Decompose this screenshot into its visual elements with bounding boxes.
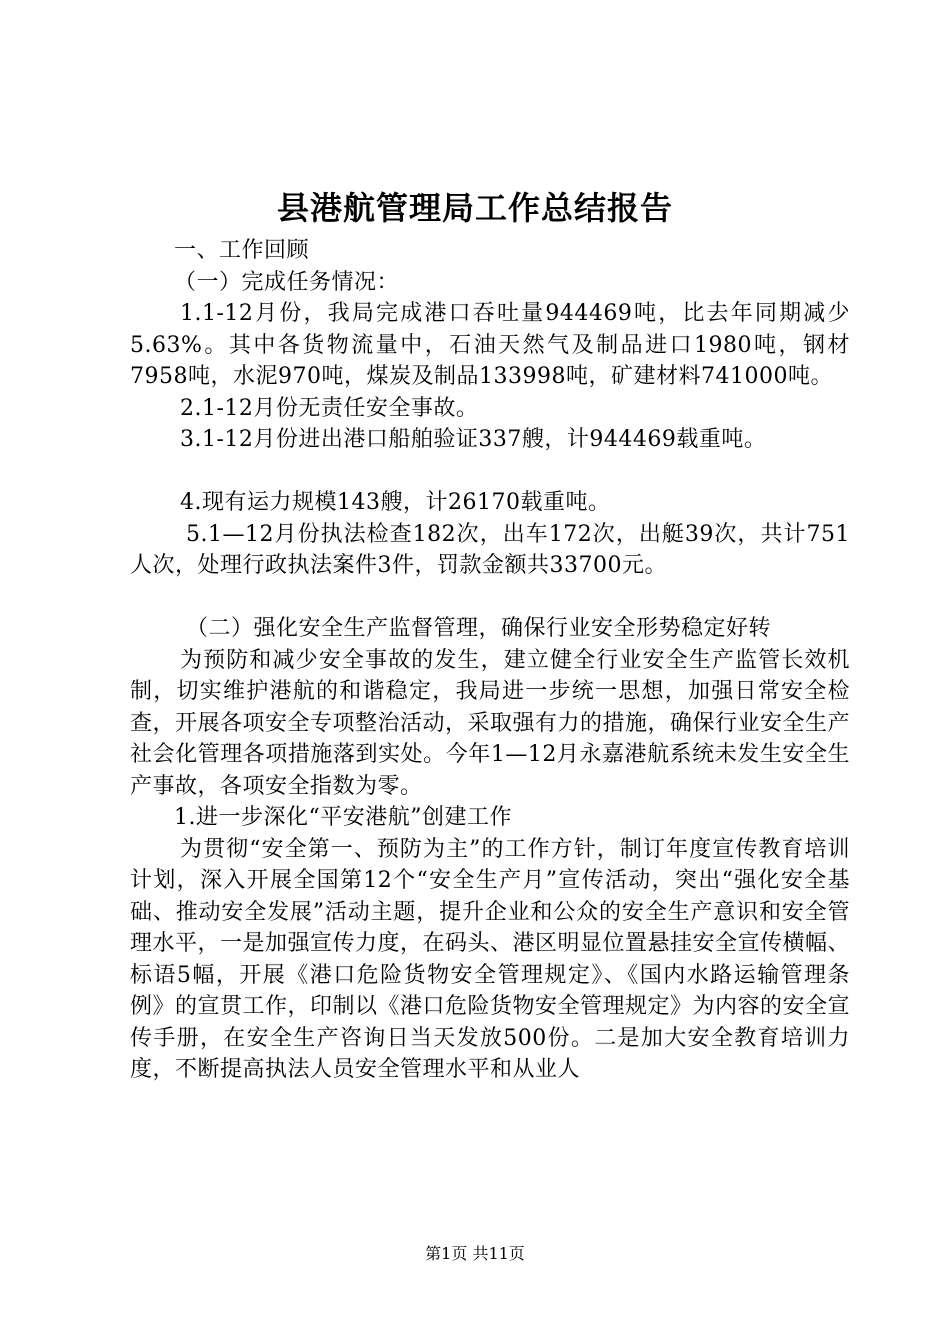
- blank-line: [130, 582, 850, 614]
- document-body: [130, 235, 850, 1086]
- document-title: 县港航管理局工作总结报告: [276, 189, 673, 227]
- paragraph-item-3: 3.1-12月份进出港口船舶验证337艘，计944469载重吨。: [180, 427, 767, 452]
- paragraph-safety-intro: 为预防和减少安全事故的发生，建立健全行业安全生产监管长效机制，切实维护港航的和谐稳定，我局进一步统一思想，加强日常安全检查，开展各项安全专项整治活动，采取强有力的措施，确保行业安全生产社会化管理各项措施落到实处。今年1—12月永嘉港航系统未发生安全生产事故，各项安全指数为零。: [130, 647, 851, 799]
- paragraph-item-1: 1.1-12月份，我局完成港口吞吐量944469吨，比去年同期减少5.63%。其中各货物流量中，石油天然气及制品进口1980吨，钢材7958吨，水泥970吨，煤炭及制品133998吨，矿建材料741000吨。: [130, 301, 850, 389]
- page-footer: 第1页 共11页: [425, 1244, 525, 1263]
- paragraph-item-5: 5.1—12月份执法检查182次，出车172次，出艇39次，共计751人次，处理行政执法案件3件，罚款金额共33700元。: [130, 521, 850, 578]
- paragraph-heading-ping-an: 1.进一步深化“平安港航”创建工作: [174, 805, 512, 830]
- paragraph-item-4: 4.现有运力规模143艘，计26170载重吨。: [180, 490, 611, 515]
- blank-line: [130, 456, 850, 488]
- paragraph-item-2: 2.1-12月份无责任安全事故。: [180, 395, 479, 421]
- subsection-heading-safety: （二）强化安全生产监督管理，确保行业安全形势稳定好转: [186, 616, 772, 641]
- paragraph-ping-an-body: 为贯彻“安全第一、预防为主”的工作方针，制订年度宣传教育培训计划，深入开展全国第12个“安全生产月”宣传活动，突出“强化安全基础、推动安全发展”活动主题，提升企业和公众的安全生产意识和安全管理水平，一是加强宣传力度，在码头、港区明显位置悬挂安全宣传横幅、标语5幅，开展《港口危险货物安全管理规定》、《国内水路运输管理条例》的宣贯工作，印制以《港口危险货物安全管理规定》为内容的安全宣传手册，在安全生产咨询日当天发放500份。二是加大安全教育培训力度，不断提高执法人员安全管理水平和从业人: [130, 836, 851, 1082]
- subsection-heading-tasks: （一）完成任务情况：: [174, 269, 400, 295]
- section-heading-review: 一、工作回顾: [174, 238, 310, 263]
